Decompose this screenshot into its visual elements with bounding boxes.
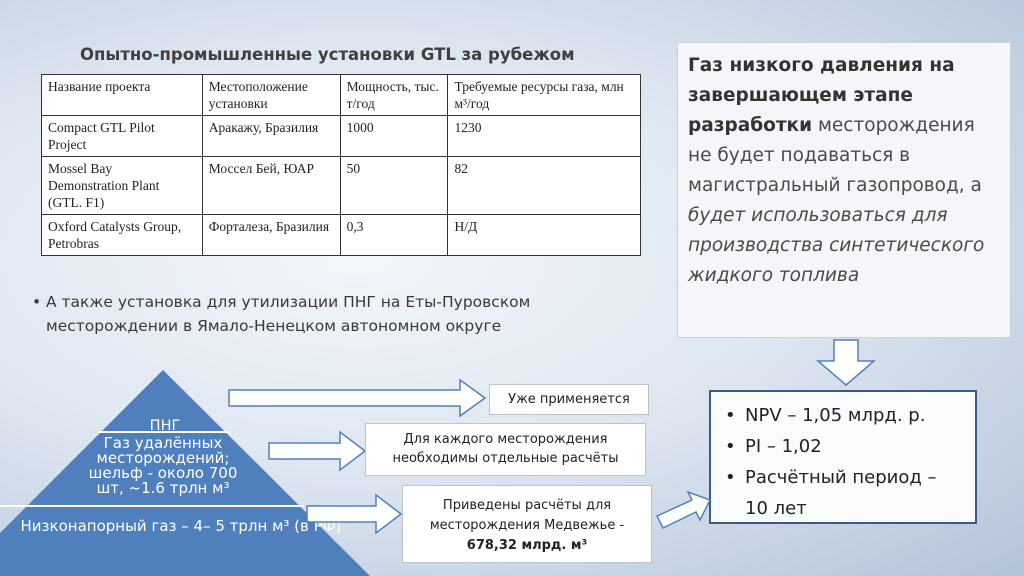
separate-calc-box: Для каждого месторождения необходимы отдельные расчёты — [365, 423, 646, 476]
gas-italic-text: будет использоваться для производства синтетического жидкого топлива — [688, 205, 985, 286]
table-header-row — [42, 75, 641, 116]
pyramid-middle-label: Газ удалённых месторождений; шельф - около 700 шт, ~1.6 трлн м³ — [88, 434, 238, 497]
header-cell: Мощность, тыс. т/год — [340, 75, 448, 116]
table-cell: 0,3 — [340, 215, 448, 256]
medvezhye-value: 678,32 млрд. м³ — [466, 538, 588, 553]
table-cell: Н/Д — [448, 215, 641, 256]
table-cell: Моссел Бей, ЮАР — [202, 157, 340, 215]
right-arrow-icon — [268, 430, 368, 474]
medvezhye-text: Приведены расчёты для месторождения Медвежье - — [429, 498, 625, 533]
gas-conclusion-box — [677, 42, 1011, 338]
table-cell: Форталеза, Бразилия — [202, 215, 340, 256]
down-arrow-icon — [816, 339, 876, 387]
table-cell: Mossel Bay Demonstration Plant (GTL. F1) — [42, 157, 203, 215]
table-cell: Compact GTL Pilot Project — [42, 116, 203, 157]
gas-bold-text: Газ низкого давления на завершающем этапе разработки — [688, 55, 955, 136]
applied-box: Уже применяется — [489, 384, 649, 415]
table-cell: 50 — [340, 157, 448, 215]
result-pi: • PI – 1,02 — [745, 431, 961, 462]
table-row — [42, 116, 641, 157]
medvezhye-box — [402, 485, 652, 563]
table-cell: 1230 — [448, 116, 641, 157]
up-right-arrow-icon — [654, 488, 712, 536]
header-cell: Местоположение установки — [202, 75, 340, 116]
result-period: • Расчётный период – 10 лет — [745, 462, 961, 524]
table-row — [42, 215, 641, 256]
results-box — [709, 390, 977, 524]
table-cell: 1000 — [340, 116, 448, 157]
header-cell: Требуемые ресурсы газа, млн м³/год — [448, 75, 641, 116]
projects-table — [41, 74, 641, 256]
table-cell: Аракажу, Бразилия — [202, 116, 340, 157]
gas-regular-text: месторождения не будет подаваться в магистральный газопровод, а — [688, 115, 982, 196]
pyramid-bottom-label: Низконапорный газ – 4– 5 трлн м³ (в РФ) — [20, 517, 342, 535]
result-npv: • NPV – 1,05 млрд. р. — [745, 400, 961, 431]
table-cell: 82 — [448, 157, 641, 215]
pyramid-top-label: ПНГ — [149, 418, 181, 434]
right-arrow-icon — [306, 493, 404, 537]
right-arrow-icon — [228, 378, 488, 420]
header-cell: Название проекта — [42, 75, 203, 116]
table-row — [42, 157, 641, 215]
note-bullet: • А также установка для утилизации ПНГ на Еты-Пуровском месторождении в Ямало-Ненецком автономном округе — [32, 290, 642, 338]
slide-title: Опытно-промышленные установки GTL за рубежом — [80, 45, 575, 64]
table-cell: Oxford Catalysts Group, Petrobras — [42, 215, 203, 256]
